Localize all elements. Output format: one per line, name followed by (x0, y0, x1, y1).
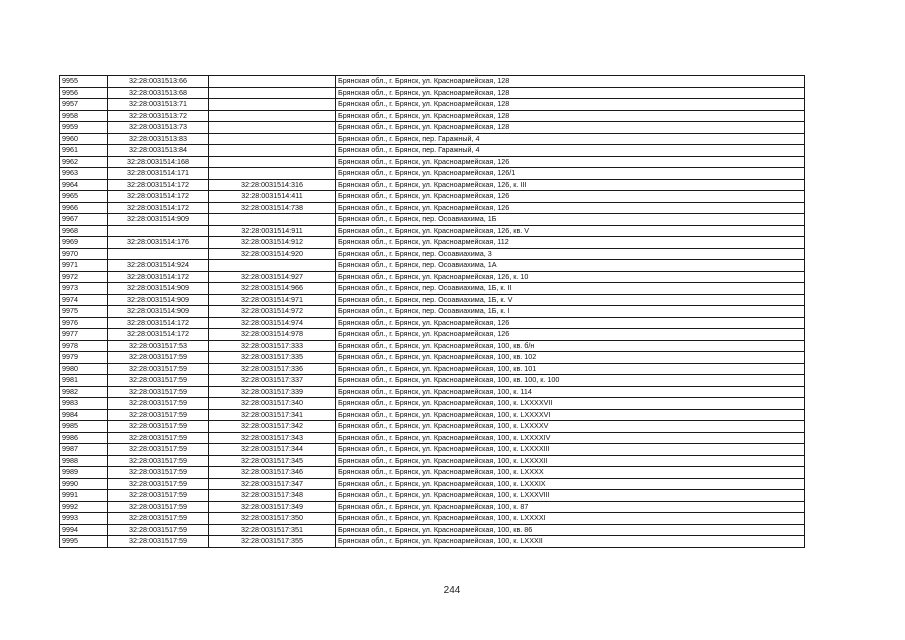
table-row (60, 444, 805, 456)
cadastral-number-2-cell: 32:28:0031514:966 (209, 283, 336, 295)
row-number-cell: 9955 (60, 76, 108, 88)
cadastral-number-2-cell: 32:28:0031517:343 (209, 432, 336, 444)
row-number-cell: 9978 (60, 340, 108, 352)
row-number-cell: 9973 (60, 283, 108, 295)
address-cell: Брянская обл., г. Брянск, ул. Красноармейская, 112 (336, 237, 805, 249)
cadastral-number-2-cell: 32:28:0031514:971 (209, 294, 336, 306)
address-cell: Брянская обл., г. Брянск, ул. Красноармейская, 100, к. LXXXXVII (336, 398, 805, 410)
address-cell: Брянская обл., г. Брянск, ул. Красноармейская, 100, к. LXXXVIII (336, 490, 805, 502)
table-row (60, 398, 805, 410)
cadastral-number-cell (108, 225, 209, 237)
table-row (60, 156, 805, 168)
address-cell: Брянская обл., г. Брянск, ул. Красноармейская, 100, к. LXXXXII (336, 455, 805, 467)
address-cell: Брянская обл., г. Брянск, ул. Красноармейская, 100, кв. 102 (336, 352, 805, 364)
address-cell: Брянская обл., г. Брянск, ул. Красноармейская, 100, кв. 101 (336, 363, 805, 375)
cadastral-number-2-cell (209, 214, 336, 226)
cadastral-number-cell: 32:28:0031517:59 (108, 375, 209, 387)
cadastral-number-cell: 32:28:0031517:59 (108, 536, 209, 548)
table-row (60, 260, 805, 272)
address-cell: Брянская обл., г. Брянск, ул. Красноармейская, 126, кв. V (336, 225, 805, 237)
cadastral-number-2-cell: 32:28:0031517:346 (209, 467, 336, 479)
cadastral-number-cell: 32:28:0031514:168 (108, 156, 209, 168)
address-cell: Брянская обл., г. Брянск, ул. Красноармейская, 126/1 (336, 168, 805, 180)
row-number-cell: 9980 (60, 363, 108, 375)
row-number-cell: 9957 (60, 99, 108, 111)
address-cell: Брянская обл., г. Брянск, ул. Красноармейская, 100, к. LXXXXVI (336, 409, 805, 421)
row-number-cell: 9976 (60, 317, 108, 329)
address-cell: Брянская обл., г. Брянск, ул. Красноармейская, 126 (336, 329, 805, 341)
cadastral-number-2-cell (209, 260, 336, 272)
row-number-cell: 9986 (60, 432, 108, 444)
cadastral-number-cell (108, 248, 209, 260)
table-row (60, 145, 805, 157)
address-cell: Брянская обл., г. Брянск, ул. Красноармейская, 100, к. LXXXXV (336, 421, 805, 433)
cadastral-number-cell: 32:28:0031517:59 (108, 490, 209, 502)
address-cell: Брянская обл., г. Брянск, ул. Красноармейская, 126 (336, 191, 805, 203)
cadastral-number-cell: 32:28:0031513:73 (108, 122, 209, 134)
row-number-cell: 9993 (60, 513, 108, 525)
cadastral-number-2-cell: 32:28:0031517:350 (209, 513, 336, 525)
address-cell: Брянская обл., г. Брянск, ул. Красноармейская, 126 (336, 317, 805, 329)
table-row (60, 409, 805, 421)
cadastral-number-cell: 32:28:0031517:59 (108, 386, 209, 398)
address-cell: Брянская обл., г. Брянск, ул. Красноармейская, 128 (336, 76, 805, 88)
table-row (60, 225, 805, 237)
row-number-cell: 9992 (60, 501, 108, 513)
row-number-cell: 9981 (60, 375, 108, 387)
table-row (60, 455, 805, 467)
address-cell: Брянская обл., г. Брянск, ул. Красноармейская, 100, к. LXXXII (336, 536, 805, 548)
table-row (60, 478, 805, 490)
row-number-cell: 9967 (60, 214, 108, 226)
row-number-cell: 9969 (60, 237, 108, 249)
row-number-cell: 9965 (60, 191, 108, 203)
cadastral-number-cell: 32:28:0031514:172 (108, 179, 209, 191)
table-row (60, 214, 805, 226)
table-row (60, 179, 805, 191)
table-row (60, 248, 805, 260)
row-number-cell: 9985 (60, 421, 108, 433)
cadastral-number-2-cell: 32:28:0031517:351 (209, 524, 336, 536)
row-number-cell: 9975 (60, 306, 108, 318)
cadastral-number-cell: 32:28:0031517:59 (108, 455, 209, 467)
cadastral-number-cell: 32:28:0031514:172 (108, 329, 209, 341)
row-number-cell: 9994 (60, 524, 108, 536)
cadastral-number-2-cell (209, 76, 336, 88)
row-number-cell: 9982 (60, 386, 108, 398)
address-cell: Брянская обл., г. Брянск, пер. Осоавиахима, 1Б, к. V (336, 294, 805, 306)
row-number-cell: 9958 (60, 110, 108, 122)
address-cell: Брянская обл., г. Брянск, ул. Красноармейская, 100, кв. 100, к. 100 (336, 375, 805, 387)
table-row (60, 122, 805, 134)
address-cell: Брянская обл., г. Брянск, ул. Красноармейская, 100, к. 87 (336, 501, 805, 513)
cadastral-number-2-cell (209, 110, 336, 122)
address-cell: Брянская обл., г. Брянск, ул. Красноармейская, 128 (336, 122, 805, 134)
address-cell: Брянская обл., г. Брянск, пер. Осоавиахима, 1Б, к. II (336, 283, 805, 295)
table-row (60, 317, 805, 329)
cadastral-number-cell: 32:28:0031517:59 (108, 363, 209, 375)
cadastral-number-2-cell: 32:28:0031514:912 (209, 237, 336, 249)
row-number-cell: 9961 (60, 145, 108, 157)
cadastral-number-cell: 32:28:0031513:83 (108, 133, 209, 145)
address-cell: Брянская обл., г. Брянск, пер. Осоавиахима, 3 (336, 248, 805, 260)
cadastral-number-cell: 32:28:0031514:176 (108, 237, 209, 249)
cadastral-number-2-cell: 32:28:0031517:337 (209, 375, 336, 387)
cadastral-number-cell: 32:28:0031513:72 (108, 110, 209, 122)
table-row (60, 191, 805, 203)
table-row (60, 363, 805, 375)
cadastral-number-cell: 32:28:0031513:68 (108, 87, 209, 99)
cadastral-number-cell: 32:28:0031514:909 (108, 283, 209, 295)
row-number-cell: 9979 (60, 352, 108, 364)
table-row (60, 524, 805, 536)
address-cell: Брянская обл., г. Брянск, ул. Красноармейская, 100, к. LXXXX (336, 467, 805, 479)
address-cell: Брянская обл., г. Брянск, ул. Красноармейская, 126 (336, 156, 805, 168)
address-cell: Брянская обл., г. Брянск, ул. Красноармейская, 126, к. III (336, 179, 805, 191)
cadastral-number-cell: 32:28:0031517:59 (108, 444, 209, 456)
address-cell: Брянская обл., г. Брянск, ул. Красноармейская, 100, кв. б/н (336, 340, 805, 352)
cadastral-number-cell: 32:28:0031517:59 (108, 398, 209, 410)
cadastral-number-cell: 32:28:0031517:59 (108, 421, 209, 433)
row-number-cell: 9959 (60, 122, 108, 134)
table-row (60, 306, 805, 318)
cadastral-number-2-cell: 32:28:0031517:355 (209, 536, 336, 548)
address-cell: Брянская обл., г. Брянск, пер. Гаражный, 4 (336, 133, 805, 145)
table-row (60, 352, 805, 364)
table-row (60, 294, 805, 306)
row-number-cell: 9960 (60, 133, 108, 145)
cadastral-number-2-cell: 32:28:0031514:411 (209, 191, 336, 203)
row-number-cell: 9966 (60, 202, 108, 214)
row-number-cell: 9988 (60, 455, 108, 467)
cadastral-number-2-cell: 32:28:0031517:341 (209, 409, 336, 421)
address-cell: Брянская обл., г. Брянск, пер. Осоавиахима, 1Б, к. I (336, 306, 805, 318)
row-number-cell: 9963 (60, 168, 108, 180)
table-row (60, 386, 805, 398)
table-row (60, 329, 805, 341)
cadastral-number-2-cell (209, 168, 336, 180)
registry-table-body (60, 76, 805, 548)
address-cell: Брянская обл., г. Брянск, ул. Красноармейская, 126, к. 10 (336, 271, 805, 283)
cadastral-number-2-cell: 32:28:0031517:340 (209, 398, 336, 410)
cadastral-number-2-cell: 32:28:0031517:348 (209, 490, 336, 502)
table-row (60, 490, 805, 502)
cadastral-number-cell: 32:28:0031514:909 (108, 306, 209, 318)
address-cell: Брянская обл., г. Брянск, ул. Красноармейская, 126 (336, 202, 805, 214)
cadastral-number-cell: 32:28:0031514:909 (108, 294, 209, 306)
table-row (60, 513, 805, 525)
row-number-cell: 9970 (60, 248, 108, 260)
cadastral-number-cell: 32:28:0031514:172 (108, 202, 209, 214)
cadastral-number-2-cell: 32:28:0031517:344 (209, 444, 336, 456)
cadastral-number-2-cell: 32:28:0031517:335 (209, 352, 336, 364)
table-row (60, 421, 805, 433)
row-number-cell: 9989 (60, 467, 108, 479)
row-number-cell: 9971 (60, 260, 108, 272)
table-row (60, 87, 805, 99)
cadastral-number-2-cell: 32:28:0031514:911 (209, 225, 336, 237)
row-number-cell: 9956 (60, 87, 108, 99)
row-number-cell: 9995 (60, 536, 108, 548)
cadastral-number-2-cell (209, 99, 336, 111)
table-row (60, 432, 805, 444)
row-number-cell: 9962 (60, 156, 108, 168)
table-row (60, 237, 805, 249)
table-row (60, 501, 805, 513)
cadastral-number-cell: 32:28:0031517:53 (108, 340, 209, 352)
table-row (60, 110, 805, 122)
registry-table (59, 75, 805, 548)
cadastral-number-cell: 32:28:0031514:172 (108, 271, 209, 283)
cadastral-number-cell: 32:28:0031513:66 (108, 76, 209, 88)
cadastral-number-2-cell: 32:28:0031517:339 (209, 386, 336, 398)
address-cell: Брянская обл., г. Брянск, ул. Красноармейская, 128 (336, 110, 805, 122)
cadastral-number-2-cell (209, 156, 336, 168)
address-cell: Брянская обл., г. Брянск, ул. Красноармейская, 128 (336, 87, 805, 99)
cadastral-number-cell: 32:28:0031514:909 (108, 214, 209, 226)
address-cell: Брянская обл., г. Брянск, ул. Красноармейская, 100, к. 114 (336, 386, 805, 398)
table-row (60, 202, 805, 214)
row-number-cell: 9968 (60, 225, 108, 237)
address-cell: Брянская обл., г. Брянск, ул. Красноармейская, 100, к. LXXXXIV (336, 432, 805, 444)
cadastral-number-2-cell: 32:28:0031514:920 (209, 248, 336, 260)
cadastral-number-cell: 32:28:0031517:59 (108, 513, 209, 525)
row-number-cell: 9972 (60, 271, 108, 283)
table-row (60, 375, 805, 387)
table-row (60, 340, 805, 352)
cadastral-number-2-cell (209, 87, 336, 99)
cadastral-number-cell: 32:28:0031513:84 (108, 145, 209, 157)
cadastral-number-2-cell: 32:28:0031514:972 (209, 306, 336, 318)
address-cell: Брянская обл., г. Брянск, пер. Осоавиахима, 1А (336, 260, 805, 272)
table-row (60, 76, 805, 88)
row-number-cell: 9983 (60, 398, 108, 410)
cadastral-number-2-cell (209, 145, 336, 157)
address-cell: Брянская обл., г. Брянск, ул. Красноармейская, 100, к. LXXXXI (336, 513, 805, 525)
cadastral-number-cell: 32:28:0031517:59 (108, 352, 209, 364)
cadastral-number-cell: 32:28:0031517:59 (108, 501, 209, 513)
cadastral-number-2-cell: 32:28:0031517:349 (209, 501, 336, 513)
cadastral-number-cell: 32:28:0031517:59 (108, 432, 209, 444)
cadastral-number-2-cell: 32:28:0031517:336 (209, 363, 336, 375)
cadastral-number-cell: 32:28:0031517:59 (108, 409, 209, 421)
table-row (60, 99, 805, 111)
cadastral-number-2-cell: 32:28:0031514:316 (209, 179, 336, 191)
cadastral-number-cell: 32:28:0031517:59 (108, 467, 209, 479)
cadastral-number-2-cell: 32:28:0031517:347 (209, 478, 336, 490)
address-cell: Брянская обл., г. Брянск, ул. Красноармейская, 128 (336, 99, 805, 111)
cadastral-number-cell: 32:28:0031517:59 (108, 478, 209, 490)
table-row (60, 467, 805, 479)
row-number-cell: 9964 (60, 179, 108, 191)
address-cell: Брянская обл., г. Брянск, пер. Осоавиахима, 1Б (336, 214, 805, 226)
cadastral-number-cell: 32:28:0031514:172 (108, 317, 209, 329)
cadastral-number-2-cell: 32:28:0031517:345 (209, 455, 336, 467)
table-row (60, 133, 805, 145)
cadastral-number-2-cell: 32:28:0031514:978 (209, 329, 336, 341)
cadastral-number-2-cell (209, 133, 336, 145)
row-number-cell: 9977 (60, 329, 108, 341)
cadastral-number-cell: 32:28:0031514:171 (108, 168, 209, 180)
page-number: 244 (443, 585, 461, 596)
cadastral-number-2-cell: 32:28:0031514:974 (209, 317, 336, 329)
row-number-cell: 9991 (60, 490, 108, 502)
cadastral-number-2-cell: 32:28:0031514:927 (209, 271, 336, 283)
cadastral-number-2-cell: 32:28:0031517:333 (209, 340, 336, 352)
row-number-cell: 9974 (60, 294, 108, 306)
cadastral-number-cell: 32:28:0031513:71 (108, 99, 209, 111)
cadastral-number-cell: 32:28:0031517:59 (108, 524, 209, 536)
address-cell: Брянская обл., г. Брянск, ул. Красноармейская, 100, к. LXXXXIII (336, 444, 805, 456)
address-cell: Брянская обл., г. Брянск, ул. Красноармейская, 100, к. LXXXIX (336, 478, 805, 490)
row-number-cell: 9987 (60, 444, 108, 456)
cadastral-number-cell: 32:28:0031514:172 (108, 191, 209, 203)
cadastral-number-2-cell: 32:28:0031514:738 (209, 202, 336, 214)
table-row (60, 271, 805, 283)
row-number-cell: 9984 (60, 409, 108, 421)
address-cell: Брянская обл., г. Брянск, пер. Гаражный, 4 (336, 145, 805, 157)
row-number-cell: 9990 (60, 478, 108, 490)
cadastral-number-2-cell (209, 122, 336, 134)
cadastral-number-cell: 32:28:0031514:924 (108, 260, 209, 272)
address-cell: Брянская обл., г. Брянск, ул. Красноармейская, 100, кв. 86 (336, 524, 805, 536)
table-row (60, 536, 805, 548)
table-row (60, 168, 805, 180)
cadastral-number-2-cell: 32:28:0031517:342 (209, 421, 336, 433)
table-row (60, 283, 805, 295)
